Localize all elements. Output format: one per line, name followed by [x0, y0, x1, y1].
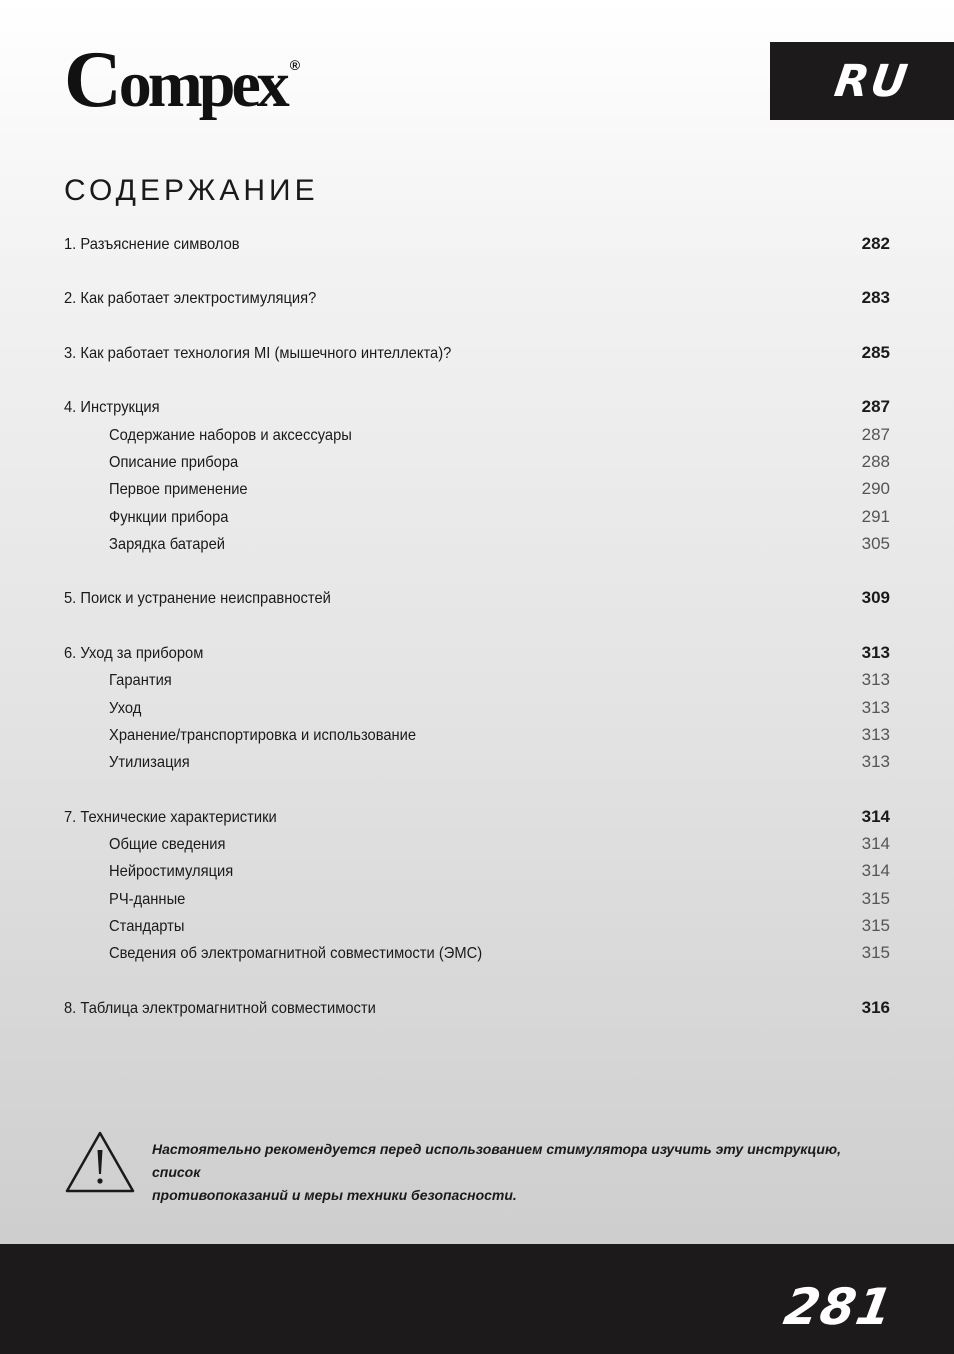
logo-rest: ompex: [118, 48, 286, 121]
toc-entry-label: Функции прибора: [109, 509, 229, 526]
toc-subsection-row[interactable]: [109, 860, 890, 882]
toc-page-number: 290: [861, 479, 890, 498]
toc-entry-label: Зарядка батарей: [109, 536, 226, 553]
toc-page-number: 315: [861, 943, 890, 962]
toc-entry-label: 8. Таблица электромагнитной совместимости: [64, 1000, 376, 1017]
toc-entry-label: РЧ-данные: [109, 891, 186, 908]
toc-subsection-row[interactable]: [109, 942, 890, 964]
toc-subsection-row[interactable]: [109, 833, 890, 855]
logo-initial: C: [64, 36, 119, 124]
registered-mark: ®: [289, 57, 301, 73]
toc-page-number: 313: [861, 670, 890, 689]
toc-page-number: 291: [861, 507, 890, 526]
toc-page-number: 315: [861, 889, 890, 908]
toc-page-number: 313: [861, 752, 890, 771]
toc-entry-label: Нейростимуляция: [109, 863, 234, 880]
toc-section-row[interactable]: [64, 287, 890, 309]
toc-subsection-row[interactable]: [109, 915, 890, 937]
safety-warning: [152, 1138, 872, 1207]
toc-entry-label: Описание прибора: [109, 454, 239, 471]
toc-entry-label: 3. Как работает технология MI (мышечного интеллекта)?: [64, 345, 452, 362]
toc-entry-label: 2. Как работает электростимуляция?: [64, 290, 317, 307]
toc-subsection-row[interactable]: [109, 451, 890, 473]
toc-section-row[interactable]: [64, 342, 890, 364]
toc-page-number: 282: [861, 234, 890, 253]
footer-band: [0, 1244, 954, 1354]
toc-entry-label: Сведения об электромагнитной совместимости (ЭМС): [109, 945, 483, 962]
toc-section-row[interactable]: [64, 806, 890, 828]
toc-page-number: 287: [861, 425, 890, 444]
toc-entry-label: 4. Инструкция: [64, 399, 160, 416]
toc-page-number: 316: [861, 998, 890, 1017]
toc-page-number: 309: [861, 588, 890, 607]
toc-entry-label: 7. Технические характеристики: [64, 809, 277, 826]
toc-entry-label: Гарантия: [109, 672, 172, 689]
toc-page-number: 285: [861, 343, 890, 362]
warning-line-1: Настоятельно рекомендуется перед использованием стимулятора изучить эту инструкцию, список: [152, 1141, 841, 1180]
toc-subsection-row[interactable]: [109, 424, 890, 446]
toc-entry-label: 5. Поиск и устранение неисправностей: [64, 590, 331, 607]
toc-entry-label: Стандарты: [109, 918, 185, 935]
toc-entry-label: 6. Уход за прибором: [64, 645, 204, 662]
toc-page-number: 315: [861, 916, 890, 935]
toc-section-row[interactable]: [64, 587, 890, 609]
toc-page-number: 313: [861, 643, 890, 662]
toc-section-row[interactable]: [64, 642, 890, 664]
toc-entry-label: Утилизация: [109, 754, 190, 771]
toc-page-number: 313: [861, 725, 890, 744]
toc-subsection-row[interactable]: [109, 533, 890, 555]
toc-page-number: 283: [861, 288, 890, 307]
page-title: СОДЕРЖАНИЕ: [64, 174, 319, 208]
toc-section-row[interactable]: [64, 997, 890, 1019]
toc-section-row[interactable]: [64, 233, 890, 255]
toc-page-number: 314: [861, 834, 890, 853]
compex-logo: [64, 36, 301, 124]
toc-entry-label: Общие сведения: [109, 836, 226, 853]
warning-triangle-icon: [64, 1130, 136, 1199]
toc-subsection-row[interactable]: [109, 751, 890, 773]
toc-page-number: 314: [861, 807, 890, 826]
toc-subsection-row[interactable]: [109, 697, 890, 719]
toc-page-number: 314: [861, 861, 890, 880]
toc-entry-label: Уход: [109, 700, 142, 717]
toc-subsection-row[interactable]: [109, 478, 890, 500]
language-badge: [770, 42, 954, 120]
toc-entry-label: Первое применение: [109, 481, 248, 498]
toc-page-number: 305: [861, 534, 890, 553]
toc-subsection-row[interactable]: [109, 888, 890, 910]
toc-page-number: 288: [861, 452, 890, 471]
toc-subsection-row[interactable]: [109, 724, 890, 746]
toc-subsection-row[interactable]: [109, 506, 890, 528]
toc-section-row[interactable]: [64, 396, 890, 418]
toc-entry-label: Хранение/транспортировка и использование: [109, 727, 417, 744]
warning-line-2: противопоказаний и меры техники безопасности.: [152, 1187, 517, 1203]
toc-page-number: 313: [861, 698, 890, 717]
toc-entry-label: 1. Разъяснение символов: [64, 236, 240, 253]
toc-page-number: 287: [861, 397, 890, 416]
toc-subsection-row[interactable]: [109, 669, 890, 691]
language-code: RU: [831, 55, 913, 107]
page-number: 281: [779, 1278, 898, 1336]
toc-entry-label: Содержание наборов и аксессуары: [109, 427, 352, 444]
